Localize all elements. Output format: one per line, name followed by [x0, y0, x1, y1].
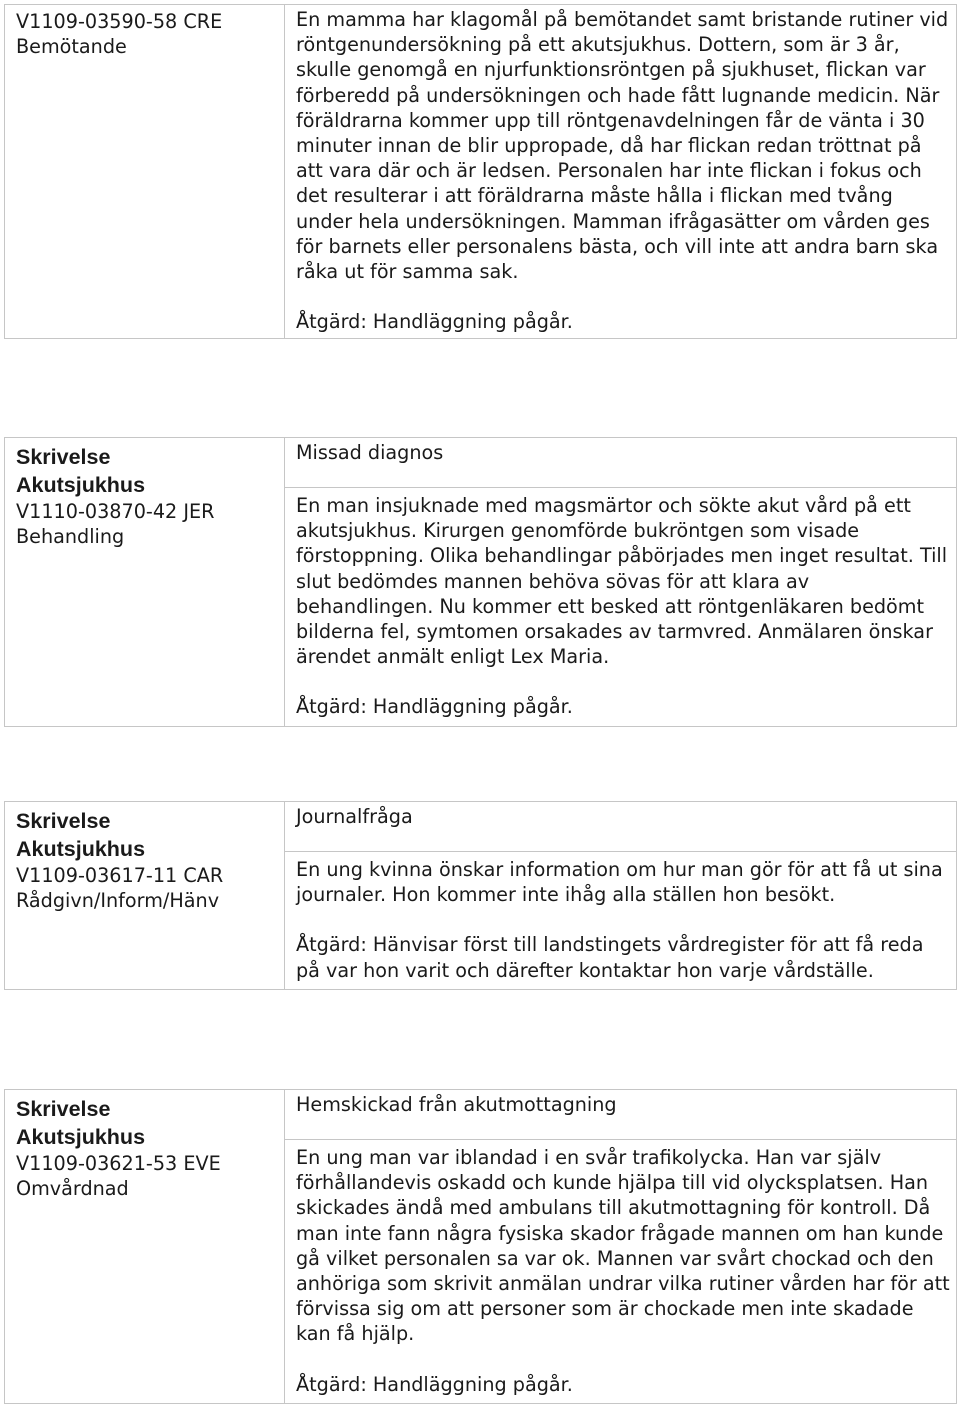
case-unit: Akutsjukhus [16, 1125, 146, 1149]
case-body [285, 488, 957, 727]
case-description: En mamma har klagomål på bemötandet samt bristande rutiner vid röntgenundersökning på ett akutsjukhus. Dottern, som är 3 år, skulle genomgå en njurfunktionsröntgen på sjukhuset, flickan var förberedd på undersökningen och hade fått lugnande medicin. När föräldrarna kommer upp till röntgenavdelningen får de vänta i 30 minuter innan de blir uppropade, då har flickan redan tröttnat på att vara där och är ledsen. Personalen har inte flickan i fokus och det resulterar i att föräldrarna måste hålla i flickan med tvång under hela undersökningen. Mamman ifrågasätter om vården ges för barnets eller personalens bästa, och vill inte att andra barn ska råka ut för samma sak. [296, 8, 949, 284]
case-id: V1109-03590-58 CRE [16, 10, 223, 33]
case-category: Behandling [16, 525, 125, 549]
case-type: Skrivelse [16, 445, 111, 469]
case-subject: Journalfråga [285, 802, 957, 852]
case-description: En man insjuknade med magsmärtor och sökte akut vård på ett akutsjukhus. Kirurgen genomförde bukröntgen som visade förstoppning. Olika behandlingar påbörjades men inget resultat. Till slut bedömdes mannen behöva sövas för att klara av behandlingen. Nu kommer ett besked att röntgenläkaren bedömt bilderna fel, symtomen orsakades av tarmvred. Anmälaren önskar ärendet anmält enligt Lex Maria. [296, 494, 948, 669]
case-meta [5, 802, 285, 990]
case-category: Rådgivn/Inform/Hänv [16, 889, 220, 913]
case-type: Skrivelse [16, 1097, 111, 1121]
case-action: Åtgärd: Handläggning pågår. [296, 1372, 573, 1396]
case-description: En ung kvinna önskar information om hur man gör för att få ut sina journaler. Hon kommer inte ihåg alla ställen hon besökt. [296, 858, 943, 907]
case-id: V1109-03617-11 CAR [16, 864, 224, 887]
case-description: En ung man var iblandad i en svår trafikolycka. Han var själv förhållandevis oskadd och kunde hjälpa till vid olycksplatsen. Han skickades ändå med ambulans till akutmottagning för kontroll. Då man inte fann några fysiska skador frågade mannen om han kunde gå vilket personalen sa var ok. Mannen var svårt chockad och den anhöriga som skrivit anmälan undrar vilka rutiner vården har för att förvissa sig om att personer som är chockade men inte skadade kan få hjälp. [296, 1146, 950, 1346]
case-action: Åtgärd: Handläggning pågår. [296, 310, 573, 334]
case-table-1 [4, 4, 957, 339]
case-id: V1109-03621-53 EVE [16, 1152, 221, 1175]
case-meta [5, 5, 285, 339]
case-action: Åtgärd: Hänvisar först till landstingets vårdregister för att få reda på var hon varit och därefter kontaktar hon varje vårdställe. [296, 933, 924, 982]
case-subject: Hemskickad från akutmottagning [285, 1090, 957, 1140]
case-category: Bemötande [16, 35, 127, 59]
case-unit: Akutsjukhus [16, 837, 146, 861]
case-table-4 [4, 1089, 957, 1404]
case-type: Skrivelse [16, 809, 111, 833]
case-meta [5, 1090, 285, 1404]
case-id: V1110-03870-42 JER [16, 500, 215, 523]
case-body [285, 5, 957, 339]
case-table-2 [4, 437, 957, 727]
case-unit: Akutsjukhus [16, 473, 146, 497]
case-body [285, 852, 957, 990]
case-subject: Missad diagnos [285, 438, 957, 488]
case-body [285, 1140, 957, 1404]
case-meta [5, 438, 285, 727]
case-action: Åtgärd: Handläggning pågår. [296, 695, 573, 719]
case-table-3 [4, 801, 957, 990]
case-category: Omvårdnad [16, 1177, 129, 1201]
